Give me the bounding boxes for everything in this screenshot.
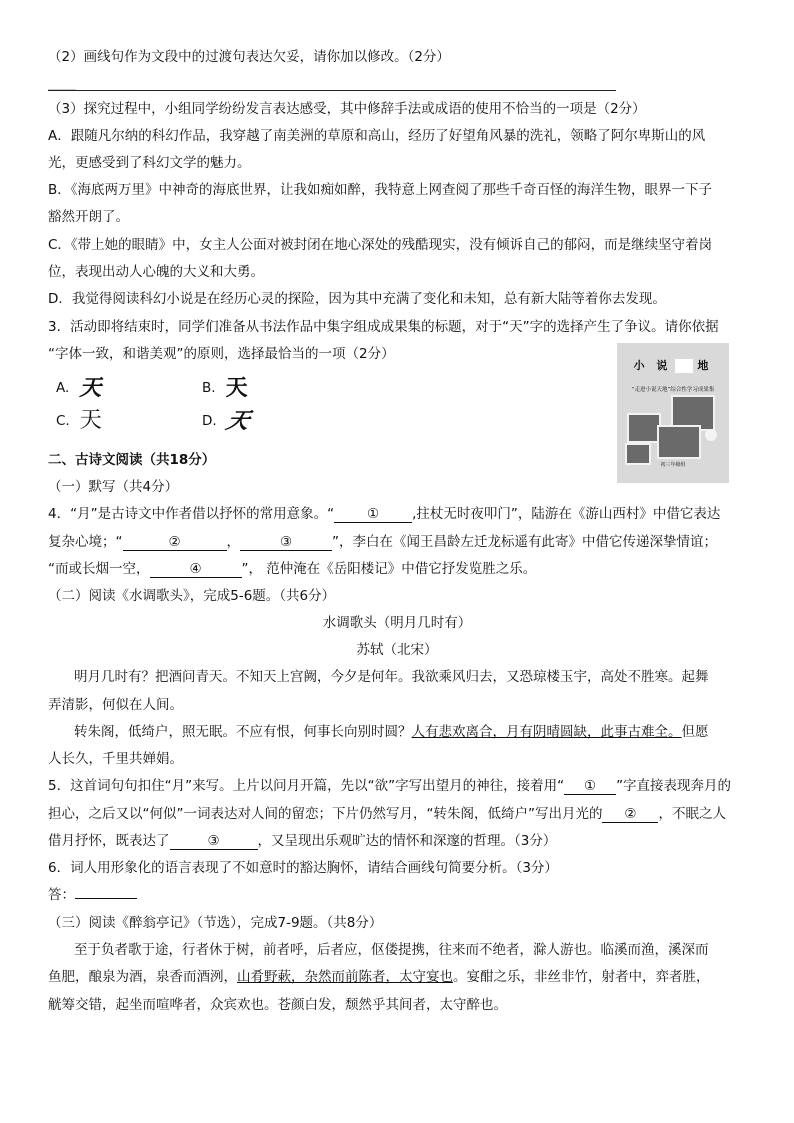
- question-4-line2: [48, 533, 717, 551]
- question-4-line1: [48, 505, 720, 523]
- question-2: （2）画线句作为文段中的过渡句表达欠妥，请你加以修改。（2分）: [48, 49, 450, 65]
- answer-blank[interactable]: [75, 898, 137, 899]
- q5-text-5: 借月抒怀，既表达了: [48, 833, 170, 849]
- answer-label: 答：: [48, 887, 75, 903]
- calligraphy-option-c[interactable]: [56, 410, 102, 432]
- q4-text-6: “而或长烟一空，: [48, 561, 150, 577]
- calligraphy-glyph-c: 天: [79, 408, 102, 433]
- q4-text-4: ，: [226, 534, 240, 550]
- q4-blank-4[interactable]: ④: [150, 561, 242, 578]
- q4-text-3: 复杂心境；“: [48, 534, 123, 550]
- poem-stanza-2-line1: [74, 723, 709, 741]
- option-a-line2: 光，更感受到了科幻文学的魅力。: [48, 155, 251, 171]
- q5-text-6: ，又呈现出乐观旷达的情怀和深邃的哲理。（3分）: [257, 833, 557, 849]
- calligraphy-option-a[interactable]: [56, 377, 101, 399]
- q5-blank-1[interactable]: ①: [564, 778, 616, 795]
- option-a-line1: A．跟随凡尔纳的科幻作品，我穿越了南美洲的草原和高山，经历了好望角风暴的洗礼，领略了阿尔卑斯山的风: [48, 128, 706, 144]
- poem-stanza-1-line1: 明月几时有？把酒问青天。不知天上宫阙，今夕是何年。我欲乘风归去，又恐琼楼玉宇，高处不胜寒。起舞: [74, 669, 709, 685]
- essay-line-2: [48, 968, 710, 986]
- poem-title: 水调歌头（明月几时有）: [322, 615, 472, 631]
- poem-stanza-1-line2: 弄清影，何似在人间。: [48, 697, 183, 713]
- calligraphy-option-d[interactable]: [202, 408, 253, 434]
- option-letter-a: A.: [56, 380, 70, 396]
- question-6: 6．词人用形象化的语言表现了不如意时的豁达胸怀，请结合画线句简要分析。（3分）: [48, 860, 558, 876]
- poem-text-tail: 但愿: [681, 724, 709, 740]
- booklet-cover-image: [617, 343, 729, 483]
- cover-photo-3: [657, 425, 701, 459]
- option-letter-d: D.: [202, 413, 217, 429]
- q4-text-5: ”，李白在《闻王昌龄左迁龙标遥有此寄》中借它传递深挚情谊；: [332, 534, 717, 550]
- calligraphy-glyph-d: 天: [223, 408, 253, 434]
- q5-text-4: ，不眠之人: [658, 806, 726, 822]
- option-b-line1: B．《海底两万里》中神奇的海底世界，让我如痴如醉，我特意上网查阅了那些千奇百怪的海洋生物，眼界一下子: [48, 182, 713, 198]
- q5-blank-2[interactable]: ②: [602, 806, 658, 823]
- q4-text-2: ,拄杖无时夜叩门”，陆游在《游山西村》中借它表达: [412, 506, 721, 522]
- cover-footer: 初三年级组: [660, 462, 686, 468]
- poem-underlined-sentence: 人有悲欢离合，月有阴晴圆缺，此事古难全。: [411, 724, 682, 740]
- cover-title-left: 小 说: [633, 359, 672, 372]
- q4-blank-2[interactable]: ②: [123, 534, 227, 551]
- subsection-zuiwengtingji: （三）阅读《醉翁亭记》（节选），完成7-9题。（共8分）: [48, 915, 383, 931]
- answer-row: [48, 886, 137, 904]
- essay-text: 鱼肥，酿泉为酒，泉香而酒洌，: [48, 969, 237, 985]
- calligraphy-question-line2: “字体一致，和谐美观”的原则，选择最恰当的一项（2分）: [48, 346, 395, 362]
- question-5-line2: [48, 805, 726, 823]
- poem-stanza-2-line2: 人长久，千里共婵娟。: [48, 751, 183, 767]
- calligraphy-glyph-b: 天: [225, 375, 248, 401]
- option-letter-b: B.: [202, 380, 216, 396]
- cover-photo-2: [627, 413, 661, 443]
- q4-blank-1[interactable]: ①: [334, 506, 412, 523]
- q4-text-7: ”， 范仲淹在《岳阳楼记》中借它抒发览胜之乐。: [241, 561, 537, 577]
- q5-text-2: ”字直接表现奔月的: [616, 778, 732, 794]
- calligraphy-option-b[interactable]: [202, 377, 248, 399]
- poem-author: 苏轼（北宋）: [356, 642, 438, 658]
- subsection-poem: （二）阅读《水调歌头》，完成5-6题。（共6分）: [48, 588, 336, 604]
- q5-text-3: 担心，之后又以“何似”一词表达对人间的留恋；下片仍然写月，“转朱阁，低绮户”写出月光的: [48, 806, 603, 822]
- poem-text: 转朱阁，低绮户，照无眠。不应有恨，何事长向别时圆？: [74, 724, 412, 740]
- question-5-line1: [48, 777, 731, 795]
- calligraphy-glyph-a: 天: [79, 375, 102, 401]
- cover-title: [617, 357, 729, 373]
- option-c-line2: 位，表现出动人心魄的大义和大勇。: [48, 264, 264, 280]
- q5-text-1: 5．这首词句句扣住“月”来写。上片以问月开篇，先以“欲”字写出望月的神往，接着用“: [48, 778, 565, 794]
- essay-underlined-sentence: 山肴野蔌，杂然而前陈者，太守宴也: [237, 969, 453, 985]
- option-c-line1: C．《带上她的眼睛》中，女主人公面对被封闭在地心深处的残酷现实，没有倾诉自己的郁闷，而是继续坚守着岗: [48, 237, 713, 253]
- subsection-dictation: （一）默写（共4分）: [48, 479, 179, 495]
- cover-dot: [705, 429, 717, 441]
- answer-line[interactable]: [48, 90, 616, 91]
- cover-title-box: [675, 359, 693, 373]
- essay-text-tail: 。宴酣之乐，非丝非竹，射者中，弈者胜，: [453, 969, 710, 985]
- cover-subtitle: “走进小说天地”综合性学习成果集: [631, 387, 715, 393]
- q4-blank-3[interactable]: ③: [240, 534, 332, 551]
- essay-line-1: 至于负者歌于途，行者休于树，前者呼，后者应，伛偻提携，往来而不绝者，滁人游也。临溪而渔，溪深而: [74, 942, 709, 958]
- q5-blank-3[interactable]: ③: [170, 833, 258, 850]
- essay-line-3: 觥筹交错，起坐而喧哗者，众宾欢也。苍颜白发，颓然乎其间者，太守醉也。: [48, 997, 507, 1013]
- option-d: D．我觉得阅读科幻小说是在经历心灵的探险，因为其中充满了变化和未知，总有新大陆等着你去发现。: [48, 291, 666, 307]
- calligraphy-question-line1: 3．活动即将结束时，同学们准备从书法作品中集字组成成果集的标题，对于“天”字的选择产生了争议。请你依据: [48, 319, 719, 335]
- question-3-stem: （3）探究过程中，小组同学纷纷发言表达感受，其中修辞手法或成语的使用不恰当的一项是（2分）: [48, 101, 646, 117]
- question-5-line3: [48, 832, 556, 850]
- option-letter-c: C.: [56, 413, 70, 429]
- q4-text-1: 4．“月”是古诗文中作者借以抒怀的常用意象。“: [48, 506, 335, 522]
- question-4-line3: [48, 560, 536, 578]
- cover-title-right: 地: [697, 359, 713, 372]
- section-2-title: 二、古诗文阅读（共18分）: [48, 452, 216, 468]
- option-b-line2: 豁然开朗了。: [48, 209, 129, 225]
